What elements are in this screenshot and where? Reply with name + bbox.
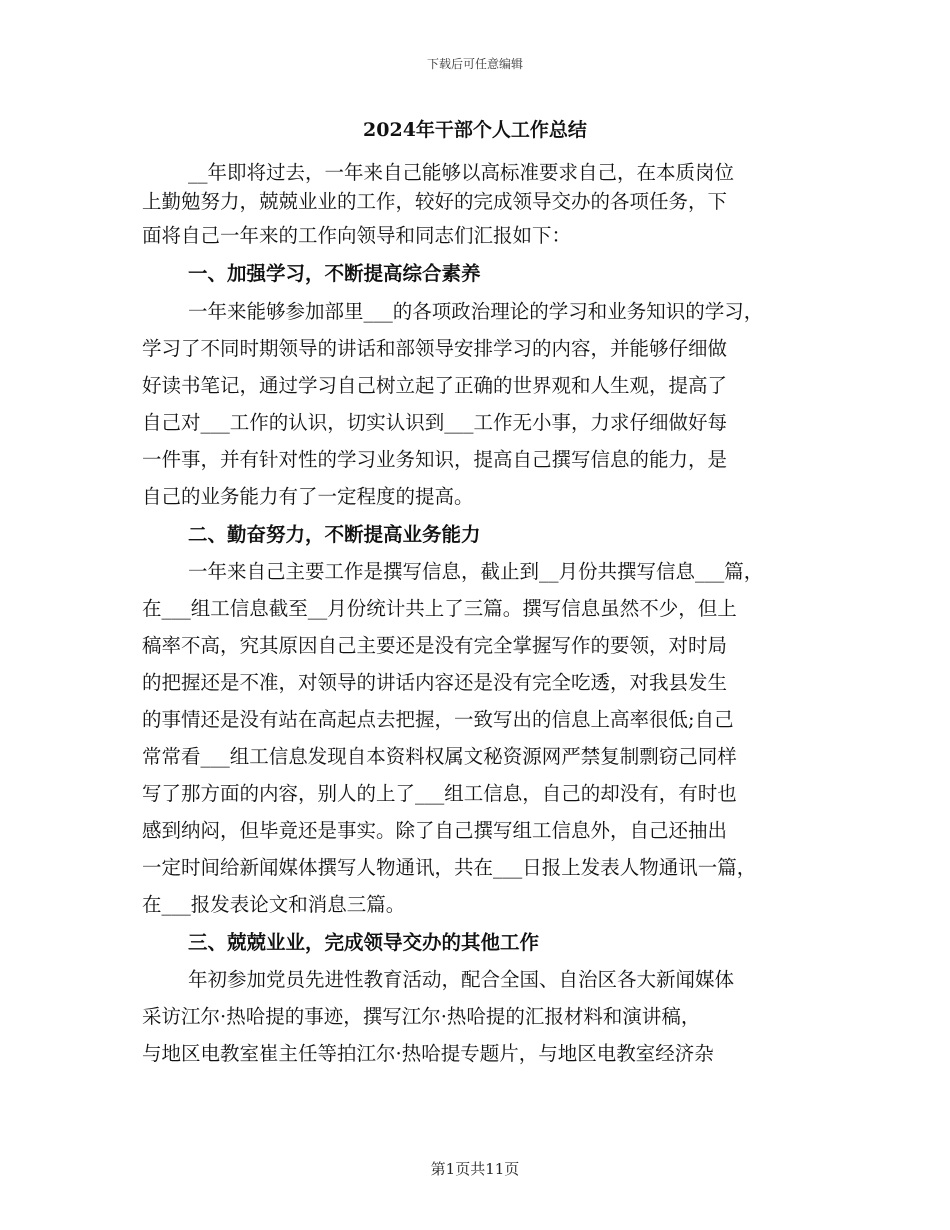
paragraph-line: 的事情还是没有站在高起点去把握，一致写出的信息上高率很低;自己 (142, 708, 734, 731)
paragraph-line: 采访江尔·热哈提的事迹，撰写江尔·热哈提的汇报材料和演讲稿， (142, 1005, 701, 1028)
paragraph-line: 在___报发表论文和消息三篇。 (142, 893, 406, 916)
section-heading: 三、兢兢业业，完成领导交办的其他工作 (188, 931, 540, 954)
paragraph-line: 稿率不高，究其原因自己主要还是没有完全掌握写作的要领，对时局 (142, 634, 728, 657)
paragraph-line: 与地区电教室崔主任等拍江尔·热哈提专题片，与地区电教室经济杂 (142, 1042, 714, 1065)
paragraph-line: 好读书笔记，通过学习自己树立起了正确的世界观和人生观，提高了 (142, 374, 728, 397)
section-heading: 一、加强学习，不断提高综合素养 (188, 262, 481, 285)
paragraph-line: 写了那方面的内容，别人的上了___组工信息，自己的却没有，有时也 (142, 782, 737, 805)
paragraph-line: 一年来自己主要工作是撰写信息，截止到__月份共撰写信息___篇， (188, 560, 764, 583)
paragraph-line: 一件事，并有针对性的学习业务知识，提高自己撰写信息的能力，是 (142, 448, 728, 471)
page-number: 第1页共11页 (430, 1160, 520, 1178)
paragraph-line: 自己对___工作的认识，切实认识到___工作无小事，力求仔细做好每 (142, 411, 728, 434)
paragraph-line: 学习了不同时期领导的讲话和部领导安排学习的内容，并能够仔细做 (142, 337, 728, 360)
paragraph-line: 上勤勉努力，兢兢业业的工作，较好的完成领导交办的各项任务，下 (142, 190, 728, 213)
paragraph-line: __年即将过去，一年来自己能够以高标准要求自己，在本质岗位 (188, 161, 735, 184)
paragraph-line: 感到纳闷，但毕竟还是事实。除了自己撰写组工信息外，自己还抽出 (142, 819, 728, 842)
page-title: 2024年干部个人工作总结 (363, 119, 587, 141)
header-note: 下载后可任意编辑 (426, 57, 523, 71)
paragraph-line: 年初参加党员先进性教育活动，配合全国、自治区各大新闻媒体 (188, 968, 735, 991)
paragraph-line: 面将自己一年来的工作向领导和同志们汇报如下： (142, 224, 572, 247)
paragraph-line: 一定时间给新闻媒体撰写人物通讯，共在___日报上发表人物通讯一篇， (142, 856, 757, 879)
paragraph-line: 常常看___组工信息发现自本资料权属文秘资源网严禁复制剽窃己同样 (142, 745, 737, 768)
paragraph-line: 的把握还是不准，对领导的讲话内容还是没有完全吃透，对我县发生 (142, 671, 728, 694)
paragraph-line: 一年来能够参加部里___的各项政治理论的学习和业务知识的学习， (188, 300, 764, 323)
section-heading: 二、勤奋努力，不断提高业务能力 (188, 523, 481, 546)
paragraph-line: 自己的业务能力有了一定程度的提高。 (142, 485, 474, 508)
paragraph-line: 在___组工信息截至__月份统计共上了三篇。撰写信息虽然不少，但上 (142, 597, 737, 620)
